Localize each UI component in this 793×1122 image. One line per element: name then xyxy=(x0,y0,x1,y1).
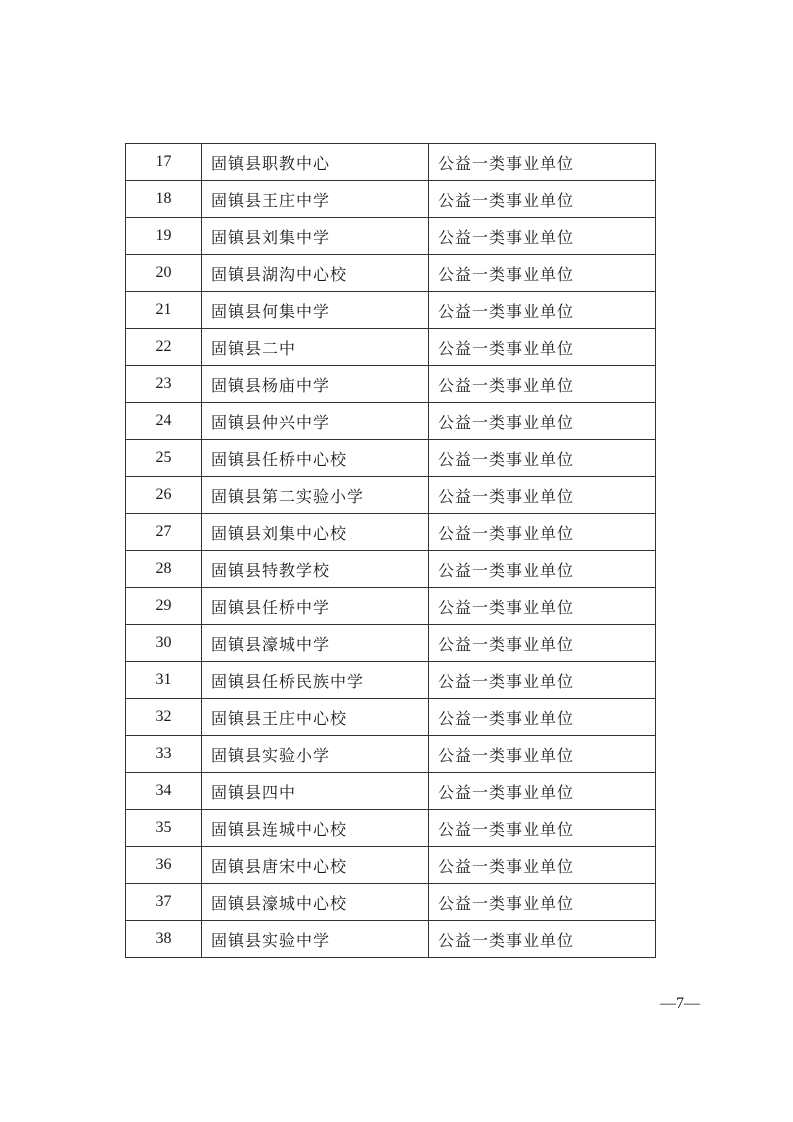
unit-name-cell: 固镇县四中 xyxy=(202,773,429,810)
table-row xyxy=(126,440,656,477)
unit-name-cell: 固镇县仲兴中学 xyxy=(202,403,429,440)
unit-type-cell: 公益一类事业单位 xyxy=(429,255,656,292)
table-row xyxy=(126,921,656,958)
unit-name-cell: 固镇县湖沟中心校 xyxy=(202,255,429,292)
table-row xyxy=(126,588,656,625)
unit-type-cell: 公益一类事业单位 xyxy=(429,847,656,884)
unit-type-cell: 公益一类事业单位 xyxy=(429,329,656,366)
row-number-cell: 17 xyxy=(126,144,202,181)
unit-name-cell: 固镇县任桥中心校 xyxy=(202,440,429,477)
unit-type-cell: 公益一类事业单位 xyxy=(429,144,656,181)
row-number-cell: 28 xyxy=(126,551,202,588)
table-row xyxy=(126,773,656,810)
unit-type-cell: 公益一类事业单位 xyxy=(429,514,656,551)
unit-name-cell: 固镇县王庄中学 xyxy=(202,181,429,218)
unit-type-cell: 公益一类事业单位 xyxy=(429,884,656,921)
unit-name-cell: 固镇县何集中学 xyxy=(202,292,429,329)
unit-name-cell: 固镇县濠城中学 xyxy=(202,625,429,662)
row-number-cell: 24 xyxy=(126,403,202,440)
row-number-cell: 36 xyxy=(126,847,202,884)
unit-type-cell: 公益一类事业单位 xyxy=(429,662,656,699)
unit-name-cell: 固镇县杨庙中学 xyxy=(202,366,429,403)
unit-type-cell: 公益一类事业单位 xyxy=(429,810,656,847)
unit-type-cell: 公益一类事业单位 xyxy=(429,588,656,625)
unit-type-cell: 公益一类事业单位 xyxy=(429,440,656,477)
unit-name-cell: 固镇县特教学校 xyxy=(202,551,429,588)
row-number-cell: 37 xyxy=(126,884,202,921)
unit-type-cell: 公益一类事业单位 xyxy=(429,551,656,588)
table-row xyxy=(126,847,656,884)
unit-name-cell: 固镇县第二实验小学 xyxy=(202,477,429,514)
row-number-cell: 30 xyxy=(126,625,202,662)
table-row xyxy=(126,366,656,403)
row-number-cell: 26 xyxy=(126,477,202,514)
table-row xyxy=(126,810,656,847)
row-number-cell: 33 xyxy=(126,736,202,773)
unit-name-cell: 固镇县刘集中心校 xyxy=(202,514,429,551)
table-row xyxy=(126,144,656,181)
unit-name-cell: 固镇县二中 xyxy=(202,329,429,366)
table-row xyxy=(126,218,656,255)
unit-name-cell: 固镇县王庄中心校 xyxy=(202,699,429,736)
unit-table-body xyxy=(126,144,656,958)
unit-type-cell: 公益一类事业单位 xyxy=(429,366,656,403)
unit-type-cell: 公益一类事业单位 xyxy=(429,736,656,773)
unit-name-cell: 固镇县实验中学 xyxy=(202,921,429,958)
unit-type-cell: 公益一类事业单位 xyxy=(429,699,656,736)
table-row xyxy=(126,884,656,921)
row-number-cell: 38 xyxy=(126,921,202,958)
unit-type-cell: 公益一类事业单位 xyxy=(429,477,656,514)
unit-name-cell: 固镇县职教中心 xyxy=(202,144,429,181)
unit-type-cell: 公益一类事业单位 xyxy=(429,773,656,810)
row-number-cell: 35 xyxy=(126,810,202,847)
row-number-cell: 32 xyxy=(126,699,202,736)
row-number-cell: 22 xyxy=(126,329,202,366)
table-row xyxy=(126,403,656,440)
unit-type-cell: 公益一类事业单位 xyxy=(429,921,656,958)
row-number-cell: 21 xyxy=(126,292,202,329)
unit-name-cell: 固镇县濠城中心校 xyxy=(202,884,429,921)
unit-table xyxy=(125,143,656,958)
row-number-cell: 19 xyxy=(126,218,202,255)
table-row xyxy=(126,477,656,514)
row-number-cell: 20 xyxy=(126,255,202,292)
row-number-cell: 25 xyxy=(126,440,202,477)
table-row xyxy=(126,736,656,773)
row-number-cell: 34 xyxy=(126,773,202,810)
unit-type-cell: 公益一类事业单位 xyxy=(429,218,656,255)
unit-name-cell: 固镇县连城中心校 xyxy=(202,810,429,847)
row-number-cell: 29 xyxy=(126,588,202,625)
table-row xyxy=(126,181,656,218)
row-number-cell: 31 xyxy=(126,662,202,699)
table-row xyxy=(126,699,656,736)
unit-name-cell: 固镇县刘集中学 xyxy=(202,218,429,255)
row-number-cell: 23 xyxy=(126,366,202,403)
table-row xyxy=(126,255,656,292)
unit-type-cell: 公益一类事业单位 xyxy=(429,403,656,440)
row-number-cell: 18 xyxy=(126,181,202,218)
unit-name-cell: 固镇县任桥中学 xyxy=(202,588,429,625)
unit-name-cell: 固镇县实验小学 xyxy=(202,736,429,773)
table-row xyxy=(126,625,656,662)
row-number-cell: 27 xyxy=(126,514,202,551)
table-row xyxy=(126,514,656,551)
unit-name-cell: 固镇县唐宋中心校 xyxy=(202,847,429,884)
unit-type-cell: 公益一类事业单位 xyxy=(429,292,656,329)
table-row xyxy=(126,551,656,588)
page-number: —7— xyxy=(660,995,700,1012)
unit-type-cell: 公益一类事业单位 xyxy=(429,625,656,662)
table-row xyxy=(126,329,656,366)
unit-name-cell: 固镇县任桥民族中学 xyxy=(202,662,429,699)
table-row xyxy=(126,662,656,699)
table-row xyxy=(126,292,656,329)
unit-type-cell: 公益一类事业单位 xyxy=(429,181,656,218)
